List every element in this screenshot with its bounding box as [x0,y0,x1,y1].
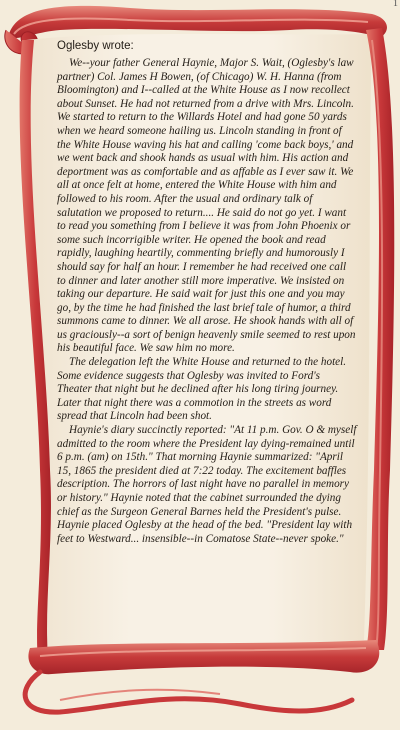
page-number-fragment: 1 [393,0,398,9]
section-heading: Oglesby wrote: [57,40,134,52]
paragraph-delegation: The delegation left the White House and returned to the hotel. Some evidence suggests that Oglesby was invited to Ford's Theater that night but he declined after his long tiring journey. Later that night there was a commotion in the streets as word spread that Lincoln had been shot. [57,356,347,423]
paragraph-oglesby-recollection: We--your father General Haynie, Major S. Wait, (Oglesby's law partner) Col. James H Bowen, (of Chicago) W. H. Hanna (from Bloomington) and I--called at the White House as I now recollect about Sunset. He had not returned from a drive with Mrs. Lincoln. We started to return to the Willards Hotel and had gone 50 yards when we heard someone hailing us. Lincoln standing in front of the White House waving his hat and calling 'come back boys,' and we went back and shook hands as usual with him. His action and deportment was as comfortable and as affable as I ever saw it. We all at once felt at home, entered the White House with him and followed to his room. After the usual and ordinary talk of salutation we proposed to return.... He said do not go yet. I want to read you something from I believe it was from John Phoenix or some such incorrigible writer. He opened the book and read rapidly, laughing heartily, commenting briefly and humorously I should say for half an hour. I remember he had received one call to dinner and later another still more imperative. We insisted on taking our departure. He said wait for just this one and you may go, by the time he had finished the last brief tale of humor, a third summons came to dinner. We all arose. He shook hands with all of us graciously--a sort of benign heavenly smile seemed to rest upon his beautiful face. We saw him no more. [57,57,356,355]
paragraph-haynie-diary: Haynie's diary succinctly reported: "At 11 p.m. Gov. O & myself admitted to the room where the President lay dying-remained until 6 p.m. (am) on 15th." That morning Haynie summarized: "April 15, 1865 the president died at 7:22 today. The excitement baffles description. The horrors of last night have no parallel in memory or history." Haynie noted that the cabinet surrounded the dying chief as the Surgeon General Barnes held the President's pulse. Haynie placed Oglesby at the head of the bed. "President lay with feet to Westward... insensible--in Comatose State--never spoke." [57,424,357,545]
bottom-scroll-roll [25,640,379,712]
scroll-text [57,40,357,546]
